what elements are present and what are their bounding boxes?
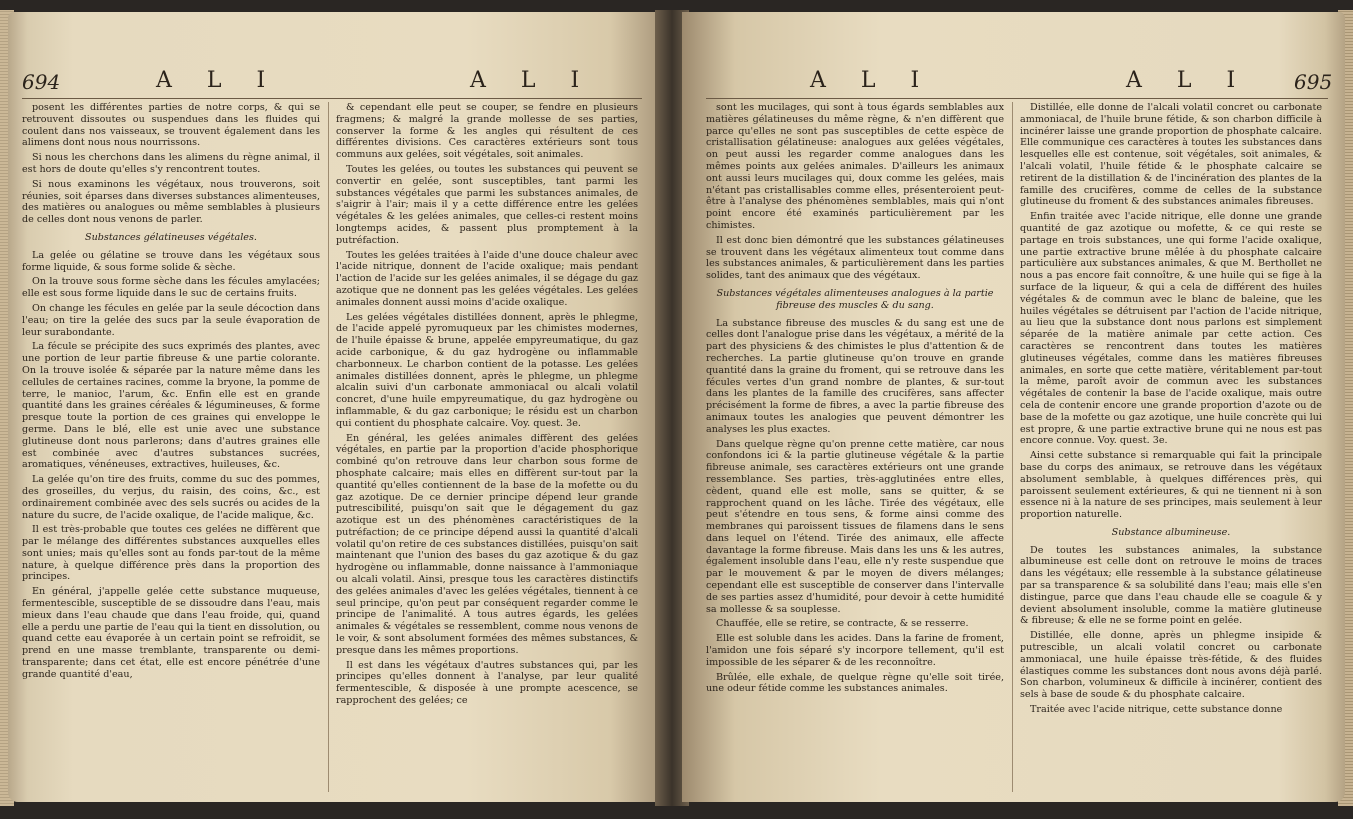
right-running-head-1: A L I <box>810 68 934 93</box>
left-running-head-1: A L I <box>156 68 280 93</box>
paragraph: On change les fécules en gelée par la seule décoction dans l'eau; on tire la gelée des sucs par la seule évaporation de leur surabondante. <box>22 302 320 338</box>
paragraph: Enfin traitée avec l'acide nitrique, elle donne une grande quantité de gaz azotique ou mofette, & ce qui reste se partage en trois substances, une qui forme l'acide oxalique, une partie extractive brune mêlée à du phosphate calcaire particulière aux substances animales, & que M. Berthollet ne nous a pas encore fait connoître, & une huile qui se fige à la surface de la liqueur, & qui a cela de différent des huiles végétales & de commun avec le blanc de baleine, que les huiles végétales se détruisent par l'action de l'acide nitrique, au lieu que la substance dont nous parlons est simplement séparée de la matière animale par cette action. Ces caractères se rencontrent dans toutes les matières glutineuses végétales, comme dans les matières fibreuses animales, en sorte que cette matière, véritablement par-tout la même, paroît avoir de commun avec les substances végétales de contenir la base de l'acide oxalique, mais outre cela de contenir encore une grande proportion d'azote ou de base de la mofette ou gaz azotique, une huile concrète qui lui est propre, & une partie extractive brune qui ne nous est pas encore connue. Voy. quest. 3e. <box>1020 211 1322 447</box>
left-column-divider <box>328 102 329 792</box>
paragraph: Toutes les gelées, ou toutes les substances qui peuvent se convertir en gelée, sont susceptibles, tant parmi les substances végétales que parmi les substances animales, de s'aigrir à l'air; mais il y a cette différence entre les gelées végétales & les gelées animales, que celles-ci restent moins longtemps acides, & passent plus promptement à la putréfaction. <box>336 163 638 246</box>
paragraph: Traitée avec l'acide nitrique, cette substance donne <box>1030 704 1283 716</box>
left-running-head-2: A L I <box>470 68 594 93</box>
paragraph: posent les différentes parties de notre corps, & qui se retrouvent dissoutes ou suspendues dans les fluides qui coulent dans nos vaisseaux, se trouvent également dans les alimens dont nous nous nourrissons. <box>22 102 320 149</box>
paragraph: On la trouve sous forme sèche dans les fécules amylacées; elle est sous forme liquide dans le suc de certains fruits. <box>22 276 320 300</box>
section-heading: Substance albumineuse. <box>1111 526 1231 538</box>
right-column-1 <box>706 102 1004 698</box>
paragraph: Toutes les gelées traitées à l'aide d'une douce chaleur avec l'acide nitrique, donnent de l'acide oxalique; mais pendant l'action de l'acide sur les gelées animales, il se dégage du gaz azotique que ne donnent pas les gelées végétales. Les gelées animales donnent aussi moins d'acide oxalique. <box>336 249 638 308</box>
paragraph: Brûlée, elle exhale, de quelque règne qu'elle soit tirée, une odeur fétide comme les substances animales. <box>706 671 1004 695</box>
left-column-2 <box>336 102 638 710</box>
paragraph: Il est dans les végétaux d'autres substances qui, par les principes qu'elles donnent à l'analyse, par leur qualité fermentescible, & disposée à une prompte acescence, se rapprochent des gelées; ce <box>336 659 638 707</box>
paragraph: Dans quelque règne qu'on prenne cette matière, car nous confondons ici & la partie glutineuse végétale & la partie fibreuse animale, ses caractères extérieurs ont une grande ressemblance. Ses parties, très-agglutinées entre elles, cèdent, quand elle est molle, sans se quitter, & se rapprochent quand on les lâche. Tirée des végétaux, elle peut s'étendre en tous sens, & forme ainsi comme des membranes qui paroissent tissues de filamens dans le sens dans lequel on l'étend. Tirée des animaux, elle affecte davantage la forme fibreuse. Mais dans les uns & les autres, également insoluble dans l'eau, elle n'y reste suspendue que par le mouvement & par le moyen de divers mélanges; cependant elle est susceptible de conserver dans l'intervalle de ses parties assez d'humidité, pour devoir à cette humidité sa mollesse & sa souplesse. <box>706 438 1004 615</box>
paragraph: La fécule se précipite des sucs exprimés des plantes, avec une portion de leur partie fibreuse & une partie colorante. On la trouve isolée & séparée par la nature même dans les cellules de certaines racines, comme la bryone, la pomme de terre, le manioc, l'arum, &c. Enfin elle est en grande quantité dans les graines céréales & légumineuses, & forme presque toute la portion de ces graines qui enveloppe le germe. Dans le blé, elle est unie avec une substance glutineuse dont nous parlerons; dans d'autres graines elle est combinée avec d'autres substances sucrées, aromatiques, vénéneuses, extractives, huileuses, &c. <box>22 341 320 471</box>
paragraph: & cependant elle peut se couper, se fendre en plusieurs fragmens; & malgré la grande mollesse de ses parties, conserver la forme & les angles qui résultent de ces différentes divisions. Ces caractères extérieurs sont tous communs aux gelées, soit végétales, soit animales. <box>336 102 638 161</box>
paragraph: Les gelées végétales distillées donnent, après le phlegme, de l'acide appelé pyromuqueux par les chimistes modernes, de l'huile épaisse & brune, appelée empyreumatique, du gaz acide carbonique, & du gaz hydrogène ou inflammable charbonneux. Le charbon contient de la potasse. Les gelées animales distillées donnent, après le phlegme, un phlegme alcalin suivi d'un carbonate ammoniacal ou alcali volatil concret, d'une huile empyreumatique, du gaz hydrogène ou inflammable, & du gaz carbonique; le résidu est un charbon qui contient du phosphate calcaire. Voy. quest. 3e. <box>336 311 638 429</box>
paragraph: Il est très-probable que toutes ces gelées ne diffèrent que par le mélange des différentes substances auxquelles elles sont unies; mais qu'elles sont au fonds par-tout de la même nature, à quelque différence près dans la proportion des principes. <box>22 524 320 583</box>
right-header-rule <box>706 98 1328 99</box>
paragraph: Elle est soluble dans les acides. Dans la farine de froment, l'amidon une fois séparé s'y incorpore tellement, qu'il est impossible de les séparer & de les reconnoître. <box>706 633 1004 668</box>
paragraph: sont les mucilages, qui sont à tous égards semblables aux matières gélatineuses du même règne, & n'en diffèrent que parce qu'elles ne sont pas susceptibles de cette espèce de cristallisation gélatineuse: analogues aux gelées végétales, on peut aussi les regarder comme analogues dans les mêmes points aux gelées animales. D'ailleurs les animaux ont aussi leurs mucilages qui, doux comme les gelées, mais n'étant pas cristallisables comme elles, présenteroient peut-être à l'analyse des phénomènes semblables, mais qui n'ont point encore été examinés particulièrement par les chimistes. <box>706 102 1004 231</box>
right-column-2 <box>1020 102 1322 719</box>
paragraph: Si nous les cherchons dans les alimens du règne animal, il est hors de doute qu'elles s'y rencontrent toutes. <box>22 152 320 175</box>
paragraph: En général, les gelées animales diffèrent des gelées végétales, en partie par la proportion d'acide phosphorique combiné qu'on retrouve dans leur charbon sous forme de phosphate calcaire; mais elles en diffèrent sur-tout par la quantité qu'elles contiennent de la base de la mofette ou du gaz azotique. De ce dernier principe dépend leur grande putrescibilité, puisqu'on sait que le dégagement du gaz azotique est un des phénomènes caractéristiques de la putréfaction; de ce principe dépend aussi la quantité d'alcali volatil qu'on retire de ces substances distillées, puisqu'on sait maintenant que l'union des bases du gaz azotique & du gaz hydrogène ou inflammable, donne naissance à l'ammoniaque ou alcali volatil. Ainsi, presque tous les caractères distinctifs des gelées animales d'avec les gelées végétales, tiennent à ce seul principe, qu'on peut par conséquent regarder comme le principe de l'animalité. A tous autres égards, les gelées animales & végétales se ressemblent, comme nous venons de le voir, & sont absolument formées des mêmes substances, & presque dans les mêmes proportions. <box>336 432 638 656</box>
paragraph: La gelée ou gélatine se trouve dans les végétaux sous forme liquide, & sous forme solide & sèche. <box>22 249 320 273</box>
paragraph: Ainsi cette substance si remarquable qui fait la principale base du corps des animaux, se retrouve dans les végétaux absolument semblable, à quelques différences près, qui paroissent seulement extérieures, & qui ne tiennent ni à son essence ni à la nature de ses principes, mais seulement à leur proportion naturelle. <box>1020 450 1322 521</box>
paragraph: La gelée qu'on tire des fruits, comme du suc des pommes, des groseilles, du verjus, du raisin, des coins, &c., est ordinairement combinée avec des sels sucrés ou acides de la nature du sucre, de l'acide oxalique, de l'acide malique, &c. <box>22 474 320 521</box>
paragraph: De toutes les substances animales, la substance albumineuse est celle dont on retrouve le moins de traces dans les végétaux; elle ressemble à la substance gélatineuse par sa transparence & sa solubilité dans l'eau; mais elle s'en distingue, parce que dans l'eau chaude elle se coagule & y devient absolument insoluble, comme la matière glutineuse & fibreuse; & elle ne se forme point en gelée. <box>1020 544 1322 627</box>
right-running-head-2: A L I <box>1126 68 1250 93</box>
paragraph: Distillée, elle donne de l'alcali volatil concret ou carbonate ammoniacal, de l'huile brune fétide, & son charbon difficile à incinérer laisse une grande proportion de phosphate calcaire. Elle communique ces caractères à toutes les substances dans lesquelles elle est contenue, soit végétales, soit animales, & l'alcali volatil, l'huile fétide & le phosphate calcaire se retirent de la distillation & de l'incinération des plantes de la famille des crucifères, comme de celles de la substance glutineuse du froment & des substances animales fibreuses. <box>1020 102 1322 208</box>
left-header-rule <box>22 98 642 99</box>
paragraph: Il est donc bien démontré que les substances gélatineuses se trouvent dans les végétaux alimenteux tout comme dans les substances animales, & particulièrement dans les parties solides, tant des animaux que des végétaux. <box>706 234 1004 282</box>
paragraph: Si nous examinons les végétaux, nous trouverons, soit réunies, soit éparses dans diverses substances alimenteuses, des matières ou analogues ou même semblables à plusieurs de celles dont nous venons de parler. <box>22 178 320 226</box>
paragraph: En général, j'appelle gelée cette substance muqueuse, fermentescible, susceptible de se dissoudre dans l'eau, mais mieux dans l'eau chaude que dans l'eau froide, qui, quand elle a perdu une partie de l'eau qui la tient en dissolution, ou quand cette eau évaporée à un certain point se refroidit, se prend en une masse tremblante, transparente ou demi-transparente; dans cet état, elle est encore pénétrée d'une grande quantité d'eau, <box>22 586 320 680</box>
paragraph: Chauffée, elle se retire, se contracte, & se resserre. <box>716 618 969 630</box>
paragraph: Distillée, elle donne, après un phlegme insipide & putrescible, un alcali volatil concret ou carbonate ammoniacal, une huile épaisse très-fétide, & des fluides élastiques comme les substances dont nous avons déjà parlé. Son charbon, volumineux & difficile à incinérer, contient des sels à base de soude & du phosphate calcaire. <box>1020 630 1322 701</box>
right-page-number: 695 <box>1294 70 1333 94</box>
right-column-divider <box>1012 102 1013 792</box>
section-heading: Substances gélatineuses végétales. <box>85 231 257 243</box>
left-column-1 <box>22 102 320 684</box>
left-page <box>8 12 663 802</box>
right-page <box>682 12 1345 802</box>
left-page-number: 694 <box>22 70 61 94</box>
paragraph: La substance fibreuse des muscles & du sang est une de celles dont l'analogue prise dans les végétaux, a mérité de la part des physiciens & des chimistes le plus d'attention & de recherches. La partie glutineuse qu'on trouve en grande quantité dans la graine du froment, qui se retrouve dans les fécules vertes d'un grand nombre de plantes, & sur-tout dans les plantes de la famille des crucifères, sans affecter précisément la forme de fibres, a avec la partie fibreuse des animaux toutes les analogies que peuvent démontrer les analyses les plus exactes. <box>706 317 1004 435</box>
section-heading: Substances végétales alimenteuses analogues à la partie fibreuse des muscles & du sang. <box>716 287 994 311</box>
